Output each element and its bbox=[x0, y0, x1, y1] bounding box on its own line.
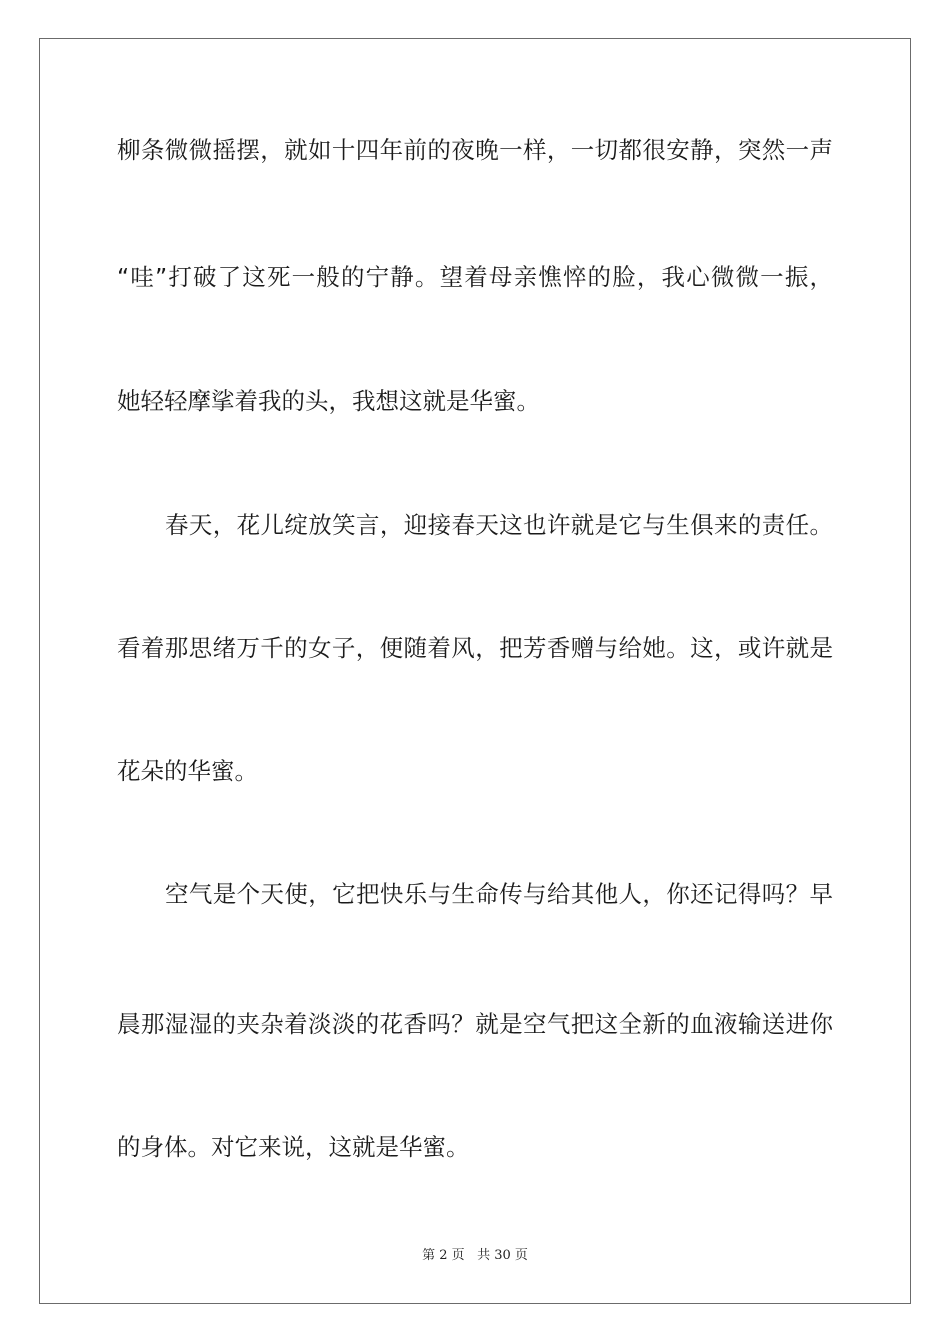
paragraph-3-line-1: 空气是个天使，它把快乐与生命传与给其他人，你还记得吗？早 bbox=[165, 880, 833, 908]
paragraph-3-line-2: 晨那湿湿的夹杂着淡淡的花香吗？就是空气把这全新的血液输送进你 bbox=[117, 1010, 833, 1038]
paragraph-1-line-2: “哇”打破了这死一般的宁静。望着母亲憔悴的脸，我心微微一振， bbox=[117, 263, 833, 291]
paragraph-1-line-1: 柳条微微摇摆，就如十四年前的夜晚一样，一切都很安静，突然一声 bbox=[117, 136, 833, 164]
page-number: 第 2 页 bbox=[422, 1248, 465, 1263]
page-footer bbox=[0, 1247, 950, 1265]
page-frame bbox=[39, 38, 911, 1304]
paragraph-3-line-3: 的身体。对它来说，这就是华蜜。 bbox=[117, 1133, 470, 1161]
paragraph-2-line-3: 花朵的华蜜。 bbox=[117, 757, 258, 785]
paragraph-2-line-1: 春天，花儿绽放笑言，迎接春天这也许就是它与生俱来的责任。 bbox=[165, 511, 833, 539]
paragraph-2-line-2: 看着那思绪万千的女子，便随着风，把芳香赠与给她。这，或许就是 bbox=[117, 634, 833, 662]
page-total: 共 30 页 bbox=[477, 1248, 528, 1263]
paragraph-1-line-3: 她轻轻摩挲着我的头，我想这就是华蜜。 bbox=[117, 387, 540, 415]
